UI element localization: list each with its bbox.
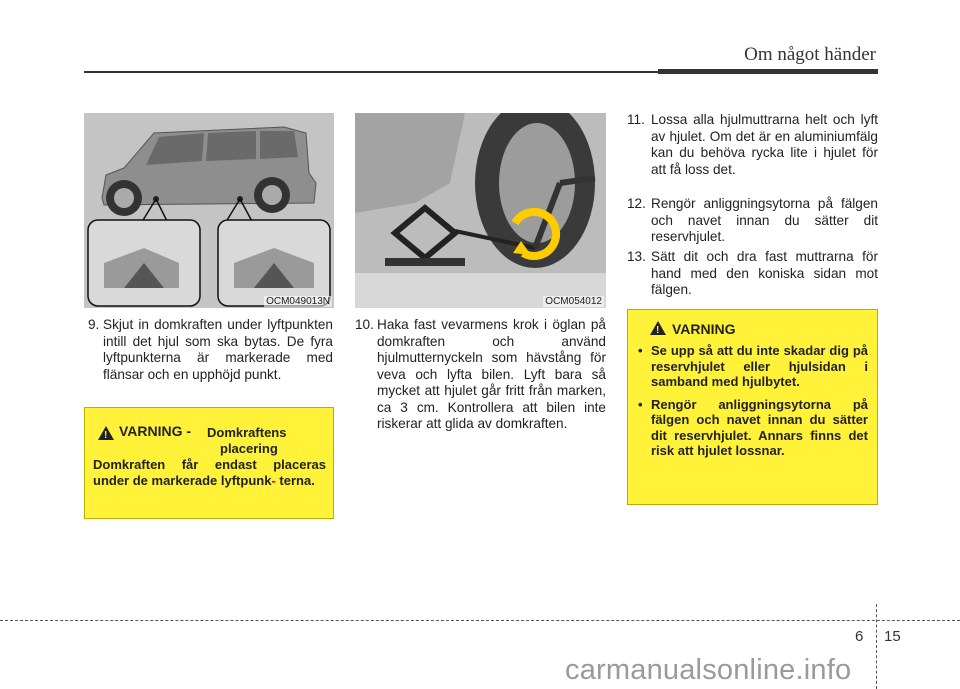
step-number: 13. — [627, 249, 646, 264]
bullet: • — [638, 396, 643, 412]
step-number: 9. — [88, 317, 100, 332]
warning-triangle-icon — [650, 321, 666, 335]
warning-header — [638, 321, 868, 341]
page-number: 15 — [884, 628, 901, 645]
warning-box-spare-wheel — [627, 309, 878, 505]
step-10 — [355, 317, 606, 433]
step-9 — [88, 317, 333, 383]
warning-triangle-icon — [98, 426, 114, 440]
warning-header — [93, 422, 326, 454]
warning-body-hyphen: - — [271, 472, 276, 488]
warning-item-text: Se upp så att du inte skadar dig på reservhjulet eller hjulsidan i samband med hjulbytet. — [651, 343, 868, 389]
warning-subtitle-line1: Domkraftens — [207, 425, 287, 440]
step-text: Sätt dit och dra fast muttrarna för hand med den koniska sidan mot fälgen. — [651, 249, 878, 297]
figure-code-left: OCM049013N — [266, 296, 330, 307]
car-lift-points-illustration — [84, 113, 334, 308]
warning-label: VARNING - — [119, 423, 192, 439]
step-number: 10. — [355, 317, 374, 332]
warning-item-1 — [638, 343, 868, 390]
watermark-text: carmanualsonline.info — [565, 654, 852, 686]
warning-title: VARNING — [672, 321, 736, 337]
step-text: Haka fast vevarmens krok i öglan på domkraften och använd hjulmutternyckeln som hävstång för veva och lyfta bilen. Lyft bara så mycket att hjulet går fritt från marken, ca 3 cm. Kontrollera att bilen inte riskerar att glida av domkraften. — [377, 317, 606, 431]
warning-subtitle-line2: placering — [220, 441, 278, 456]
step-text: Rengör anliggningsytorna på fälgen och navet innan du sätter dit reservhjulet. — [651, 196, 878, 244]
step-number: 12. — [627, 196, 646, 211]
warning-body-end: terna. — [279, 472, 315, 488]
page-header-title: Om något händer — [744, 44, 876, 65]
warning-box-jack-placement — [84, 407, 334, 519]
warning-body-main: Domkraften får endast placeras under de markerade lyftpunk — [93, 457, 326, 488]
step-13 — [627, 249, 878, 299]
header-rule-accent — [658, 69, 878, 74]
step-text: Skjut in domkraften under lyftpunkten intill det hjul som ska bytas. De fyra lyftpunkterna är markerade med flänsar och en upphöjd punkt. — [103, 317, 333, 382]
bullet: • — [638, 343, 643, 358]
section-number: 6 — [855, 628, 864, 645]
jack-crank-illustration — [355, 113, 606, 308]
warning-item-2 — [638, 397, 868, 459]
step-11 — [627, 112, 878, 178]
step-12 — [627, 196, 878, 246]
footer-rule — [0, 620, 960, 621]
jack-crank-figure — [355, 113, 606, 308]
warning-body — [93, 457, 326, 488]
step-text: Lossa alla hjulmuttrarna helt och lyft av hjulet. Om det är en aluminiumfälg kan du behöva rycka lite i hjulet för att få loss det. — [651, 112, 878, 177]
figure-code-middle: OCM054012 — [545, 296, 602, 307]
warning-item-text: Rengör anliggningsytorna på fälgen och navet innan du sätter dit reservhjulet. Annars finns det risk att hjulet lossnar. — [651, 396, 868, 458]
step-number: 11. — [627, 112, 645, 127]
car-lift-points-figure — [84, 113, 334, 308]
footer-divider — [876, 604, 877, 689]
